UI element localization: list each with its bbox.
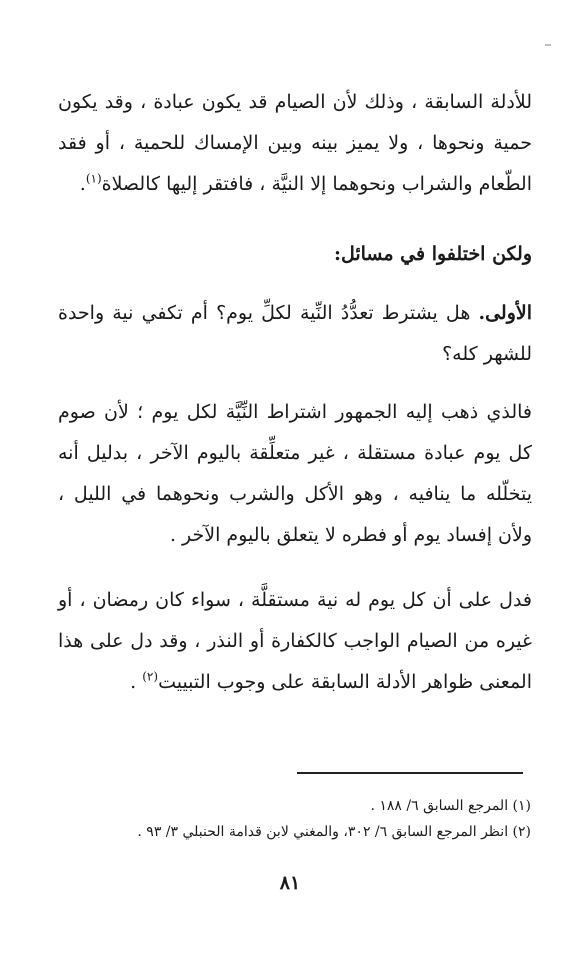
footnote-ref-1[interactable]: (١) <box>85 171 102 186</box>
footnote-separator <box>297 772 523 774</box>
paragraph-majority-view: فالذي ذهب إليه الجمهور اشتراط النِّيَّة لكل يوم ؛ لأن صوم كل يوم عبادة مستقلة ، غير متعلِّقة باليوم الآخر ، بدليل أنه يتخلّله ما ينافيه ، وهو الأكل والشرب ونحوهما في الليل ، ولأن إفساد يوم أو فطره لا يتعلق باليوم الآخر . <box>58 401 532 546</box>
section-heading: ولكن اختلفوا في مسائل: <box>333 243 532 265</box>
paragraph-conclusion <box>58 580 532 703</box>
scan-mark <box>545 44 551 46</box>
paragraph-text: للأدلة السابقة ، وذلك لأن الصيام قد يكون عبادة ، وقد يكون حمية ونحوها ، ولا يميز بينه وبين الإمساك للحمية ، أو فقد الطّعام والشراب ونحوهما إلا النيَّة ، فافتقر إليها كالصلاة <box>58 91 532 195</box>
issue-label: الأولى. <box>478 302 532 324</box>
footnote-1: (١) المرجع السابق ٦/ ١٨٨ . <box>370 798 531 814</box>
paragraph-fasting-intention <box>58 82 532 205</box>
footnote-ref-2[interactable]: (٢) <box>142 669 159 684</box>
paragraph-text: هل يشترط تعدُّدُ النِّية لكلِّ يوم؟ أم تكفي نية واحدة للشهر كله؟ <box>58 302 532 365</box>
footnote-2: (٢) انظر المرجع السابق ٦/ ٣٠٢، والمغني لابن قدامة الحنبلي ٣/ ٩٣ . <box>137 824 531 840</box>
page-number: ٨١ <box>279 872 301 894</box>
paragraph-end: . <box>130 671 143 693</box>
paragraph-first-issue <box>58 293 532 375</box>
paragraph-end: . <box>79 173 86 195</box>
paragraph-text: فدل على أن كل يوم له نية مستقلَّة ، سواء كان رمضان ، أو غيره من الصيام الواجب كالكفارة أو النذر ، وقد دل على هذا المعنى ظواهر الأدلة السابقة على وجوب التبييت <box>58 589 532 693</box>
